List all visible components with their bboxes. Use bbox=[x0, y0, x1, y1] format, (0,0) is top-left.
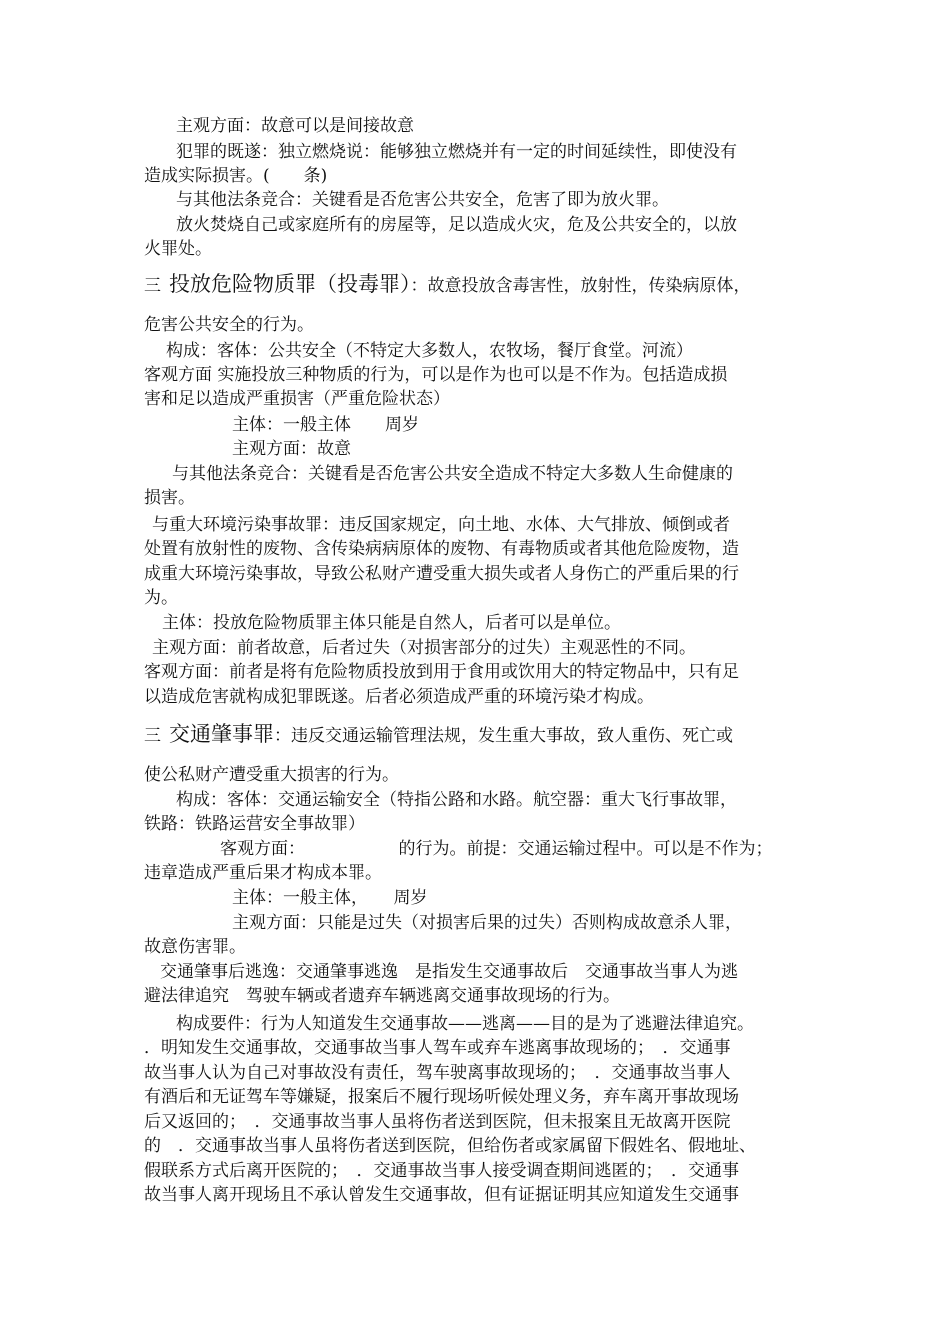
text-line: 主体：一般主体， 周岁 bbox=[232, 888, 428, 908]
text-line: 为。 bbox=[144, 588, 178, 608]
text-line: 放火焚烧自己或家庭所有的房屋等，足以造成火灾，危及公共安全的，以放 bbox=[176, 215, 737, 235]
heading-marker: 三 bbox=[144, 726, 161, 746]
text-line: 与其他法条竞合：关键看是否危害公共安全造成不特定大多数人生命健康的 bbox=[172, 464, 733, 484]
text-line: 客观方面 实施投放三种物质的行为，可以是作为也可以是不作为。包括造成损 bbox=[144, 365, 728, 385]
text-line: 与重大环境污染事故罪：违反国家规定，向土地、水体、大气排放、倾倒或者 bbox=[152, 515, 730, 535]
text-line: 与其他法条竞合：关键看是否危害公共安全，危害了即为放火罪。 bbox=[176, 190, 669, 210]
text-line: 主观方面：故意 bbox=[232, 439, 351, 459]
heading-title: 交通肇事罪 bbox=[169, 722, 274, 746]
text-line: 铁路：铁路运营安全事故罪） bbox=[144, 814, 365, 834]
text-line: 故当事人离开现场且不承认曾发生交通事故，但有证据证明其应知道发生交通事 bbox=[144, 1185, 739, 1205]
text-line: 主观方面：前者故意，后者过失（对损害部分的过失）主观恶性的不同。 bbox=[152, 638, 696, 658]
text-line: 避法律追究 驾驶车辆或者遗弃车辆逃离交通事故现场的行为。 bbox=[144, 986, 620, 1006]
heading-rest: ：违反交通运输管理法规，发生重大事故，致人重伤、死亡或 bbox=[274, 726, 733, 746]
text-line: 处置有放射性的废物、含传染病病原体的废物、有毒物质或者其他危险废物，造 bbox=[144, 539, 739, 559]
text-line: 以造成危害就构成犯罪既遂。后者必须造成严重的环境污染才构成。 bbox=[144, 687, 654, 707]
text-line: 构成要件：行为人知道发生交通事故——逃离——目的是为了逃避法律追究。 bbox=[176, 1014, 754, 1034]
text-line: ．明知发生交通事故，交通事故当事人驾车或弃车逃离事故现场的； ．交通事 bbox=[144, 1038, 731, 1058]
text-line: 危害公共安全的行为。 bbox=[144, 315, 314, 335]
text-line: 构成：客体：交通运输安全（特指公路和水路。航空器：重大飞行事故罪， bbox=[176, 790, 737, 810]
text-line: 故当事人认为自己对事故没有责任，驾车驶离事故现场的； ．交通事故当事人 bbox=[144, 1063, 731, 1083]
text-line: 使公私财产遭受重大损害的行为。 bbox=[144, 765, 399, 785]
text-line: 犯罪的既遂：独立燃烧说：能够独立燃烧并有一定的时间延续性，即使没有 bbox=[176, 142, 737, 162]
text-line: 造成实际损害。( 条) bbox=[144, 166, 328, 186]
text-line: 害和足以造成严重损害（严重危险状态） bbox=[144, 389, 450, 409]
text-line: 构成：客体：公共安全（不特定大多数人，农牧场，餐厅食堂。河流） bbox=[166, 341, 693, 361]
text-line: 火罪处。 bbox=[144, 239, 212, 259]
text-line: 损害。 bbox=[144, 488, 195, 508]
section-heading bbox=[144, 722, 733, 748]
text-line: 主体：一般主体 周岁 bbox=[232, 415, 419, 435]
text-line: 主体：投放危险物质罪主体只能是自然人，后者可以是单位。 bbox=[162, 613, 621, 633]
text-line: 成重大环境污染事故，导致公私财产遭受重大损失或者人身伤亡的严重后果的行 bbox=[144, 564, 739, 584]
text-line: 违章造成严重后果才构成本罪。 bbox=[144, 863, 382, 883]
text-line: 后又返回的； ．交通事故当事人虽将伤者送到医院，但未报案且无故离开医院 bbox=[144, 1112, 731, 1132]
heading-rest: ：故意投放含毒害性，放射性，传染病原体， bbox=[410, 276, 751, 296]
text-line: 客观方面： 的行为。前提：交通运输过程中。可以是不作为； bbox=[220, 839, 773, 859]
heading-title: 投放危险物质罪（投毒罪） bbox=[169, 272, 411, 296]
text-line: 假联系方式后离开医院的； ．交通事故当事人接受调查期间逃匿的； ．交通事 bbox=[144, 1161, 739, 1181]
text-line: 交通肇事后逃逸：交通肇事逃逸 是指发生交通事故后 交通事故当事人为逃 bbox=[160, 962, 738, 982]
section-heading bbox=[144, 272, 751, 298]
heading-marker: 三 bbox=[144, 276, 161, 296]
text-line: 主观方面：故意可以是间接故意 bbox=[176, 116, 414, 136]
text-line: 客观方面：前者是将有危险物质投放到用于食用或饮用大的特定物品中，只有足 bbox=[144, 662, 739, 682]
text-line: 故意伤害罪。 bbox=[144, 937, 246, 957]
text-line: 主观方面：只能是过失（对损害后果的过失）否则构成故意杀人罪， bbox=[232, 913, 742, 933]
text-line: 有酒后和无证驾车等嫌疑，报案后不履行现场听候处理义务，弃车离开事故现场 bbox=[144, 1087, 739, 1107]
text-line: 的 ．交通事故当事人虽将伤者送到医院，但给伤者或家属留下假姓名、假地址、 bbox=[144, 1136, 756, 1156]
